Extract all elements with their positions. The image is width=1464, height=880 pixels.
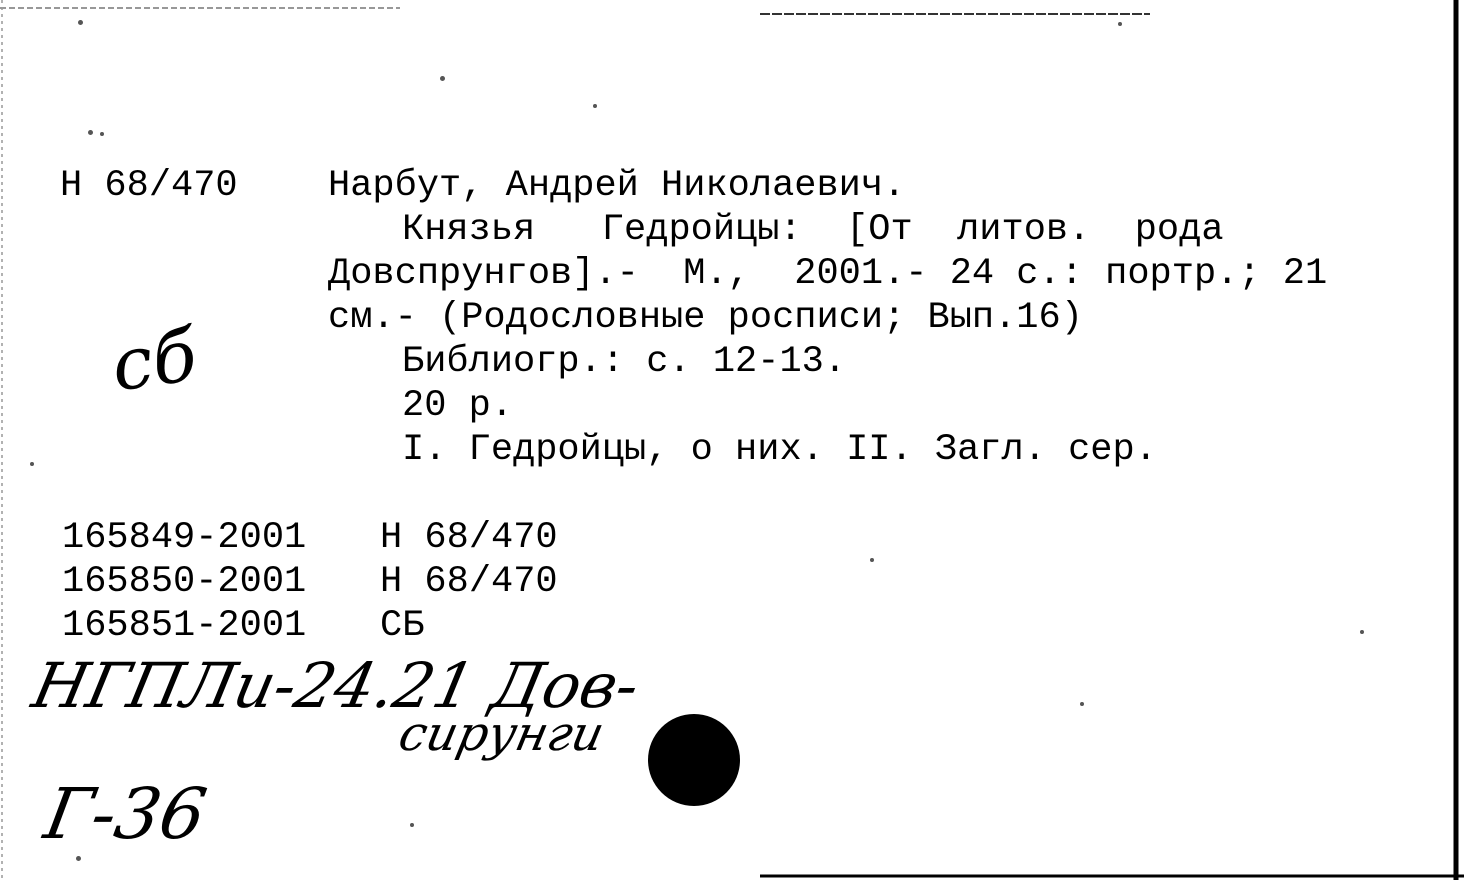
scan-speck	[410, 823, 414, 827]
scan-speck	[30, 462, 34, 466]
holding-inventory: 165849-2001	[62, 517, 307, 559]
scan-speck	[440, 76, 445, 81]
price: 20 р.	[402, 385, 514, 427]
punch-hole	[648, 714, 740, 806]
call-number: Н 68/470	[60, 165, 238, 207]
author-heading: Нарбут, Андрей Николаевич.	[328, 165, 906, 207]
scan-speck	[76, 856, 81, 861]
scan-speck	[78, 20, 83, 25]
scan-speck	[593, 104, 597, 108]
handwritten-shelf-note-line-1: НГПЛи-24.21 Дов-	[26, 649, 646, 722]
holding-inventory: 165851-2001	[62, 605, 307, 647]
handwritten-code: Г-36	[38, 773, 213, 855]
title-line-2: Довспрунгов].- М., 2001.- 24 с.: портр.; 21	[328, 253, 1328, 295]
title-line-1: Князья Гедройцы: [От литов. рода	[402, 209, 1224, 251]
holding-location: Н 68/470	[380, 517, 558, 559]
scan-speck	[88, 130, 93, 135]
scan-speck	[1118, 22, 1122, 26]
handwritten-sb-mark: сб	[106, 312, 202, 408]
holding-location: Н 68/470	[380, 561, 558, 603]
scan-speck	[100, 132, 104, 136]
tracings: I. Гедройцы, о них. II. Загл. сер.	[402, 429, 1157, 471]
title-line-3: см.- (Родословные росписи; Вып.16)	[328, 297, 1083, 339]
scan-speck	[1360, 630, 1364, 634]
handwritten-shelf-note-line-2: сирунги	[394, 706, 610, 762]
holding-inventory: 165850-2001	[62, 561, 307, 603]
scan-speck	[1080, 702, 1084, 706]
bibliography-note: Библиогр.: с. 12-13.	[402, 341, 847, 383]
scan-speck	[870, 558, 874, 562]
holding-location: СБ	[380, 605, 425, 647]
